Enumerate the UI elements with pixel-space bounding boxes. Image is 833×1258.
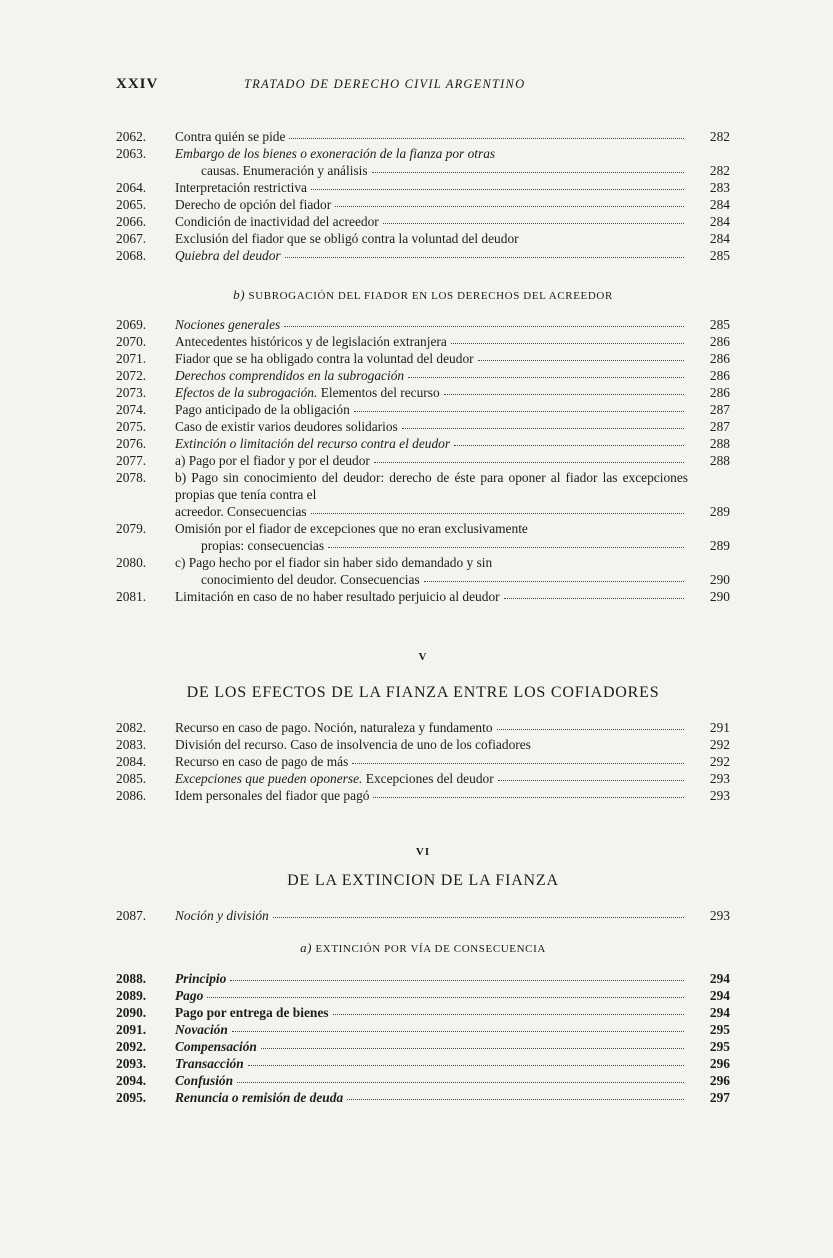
toc-group-3 <box>116 719 730 804</box>
section-title-vi: DE LA EXTINCION DE LA FIANZA <box>287 872 559 889</box>
subsection-heading-a: a) EXTINCIÓN POR VÍA DE CONSECUENCIA <box>300 940 546 955</box>
toc-entry: 2089. Pago 294 <box>116 988 730 1003</box>
toc-entry: 2072. Derechos comprendidos en la subrogación 286 <box>116 368 730 383</box>
toc-group-1 <box>116 128 730 264</box>
toc-entry: 2073. Efectos de la subrogación. Elementos del recurso 286 <box>116 385 730 400</box>
toc-entry: 2082. Recurso en caso de pago. Noción, naturaleza y fundamento 291 <box>116 720 730 735</box>
toc-entry: 2077. a) Pago por el fiador y por el deudor 288 <box>116 453 730 468</box>
toc-entry: 2069. Nociones generales 285 <box>116 317 730 332</box>
subsection-heading-b: b) SUBROGACIÓN DEL FIADOR EN LOS DERECHOS DEL ACREEDOR <box>233 287 613 302</box>
toc-entry: 2076. Extinción o limitación del recurso contra el deudor 288 <box>116 436 730 451</box>
toc-entry: 2063. Embargo de los bienes o exoneración de la fianza por otras causas. Enumeración y análisis 282 <box>116 146 730 178</box>
page-header <box>116 76 736 96</box>
toc-entry: 2083. División del recurso. Caso de insolvencia de uno de los cofiadores 292 <box>116 737 730 752</box>
toc-entry: 2092. Compensación 295 <box>116 1039 730 1054</box>
toc-entry: 2087. Noción y división 293 <box>116 908 730 923</box>
toc-entry: 2064. Interpretación restrictiva 283 <box>116 180 730 195</box>
section-title-v: DE LOS EFECTOS DE LA FIANZA ENTRE LOS COFIADORES <box>186 684 660 701</box>
toc-entry: 2093. Transacción 296 <box>116 1056 730 1071</box>
toc-group-4 <box>116 907 730 924</box>
toc-entry: 2067. Exclusión del fiador que se obligó contra la voluntad del deudor 284 <box>116 231 730 246</box>
toc-entry: 2062. Contra quién se pide 282 <box>116 129 730 144</box>
section-number-vi: VI <box>415 846 431 858</box>
running-title: TRATADO DE DERECHO CIVIL ARGENTINO <box>244 77 526 91</box>
toc-entry: 2090. Pago por entrega de bienes 294 <box>116 1005 730 1020</box>
toc-entry: 2065. Derecho de opción del fiador 284 <box>116 197 730 212</box>
toc-entry: 2081. Limitación en caso de no haber resultado perjuicio al deudor 290 <box>116 589 730 604</box>
toc-entry: 2086. Idem personales del fiador que pagó 293 <box>116 788 730 803</box>
toc-entry: 2071. Fiador que se ha obligado contra la voluntad del deudor 286 <box>116 351 730 366</box>
toc-entry: 2085. Excepciones que pueden oponerse. Excepciones del deudor 293 <box>116 771 730 786</box>
toc-entry: 2078. b) Pago sin conocimiento del deudor: derecho de éste para oponer al fiador las excepciones propias que tenía contra el acreedor. Consecuencias 289 <box>116 470 730 519</box>
page-number: XXIV <box>116 76 159 92</box>
toc-entry: 2091. Novación 295 <box>116 1022 730 1037</box>
toc-entry: 2095. Renuncia o remisión de deuda 297 <box>116 1090 730 1105</box>
toc-entry: 2068. Quiebra del deudor 285 <box>116 248 730 263</box>
toc-entry: 2066. Condición de inactividad del acreedor 284 <box>116 214 730 229</box>
section-number-v: V <box>418 651 428 663</box>
toc-entry: 2088. Principio 294 <box>116 971 730 986</box>
toc-entry: 2070. Antecedentes históricos y de legislación extranjera 286 <box>116 334 730 349</box>
toc-entry: 2094. Confusión 296 <box>116 1073 730 1088</box>
toc-entry: 2074. Pago anticipado de la obligación 287 <box>116 402 730 417</box>
toc-entry: 2075. Caso de existir varios deudores solidarios 287 <box>116 419 730 434</box>
toc-group-2 <box>116 316 730 605</box>
toc-entry: 2084. Recurso en caso de pago de más 292 <box>116 754 730 769</box>
toc-entry: 2080. c) Pago hecho por el fiador sin haber sido demandado y sin conocimiento del deudor. Consecuencias 290 <box>116 555 730 587</box>
toc-entry: 2079. Omisión por el fiador de excepciones que no eran exclusivamente propias: consecuencias 289 <box>116 521 730 553</box>
toc-group-5 <box>116 970 730 1106</box>
